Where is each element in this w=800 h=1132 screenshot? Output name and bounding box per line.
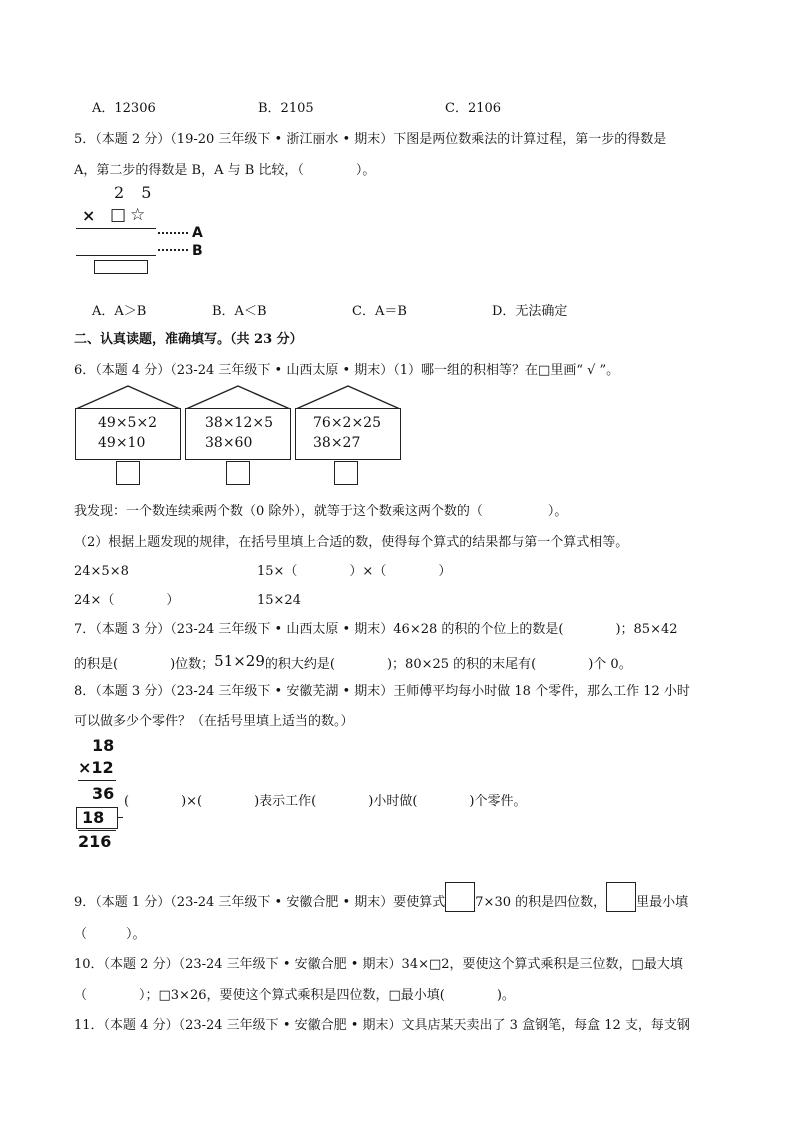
q9-part-a: 9．（本题 1 分）（23-24 三年级下 • 安徽合肥 • 期末）要使算式	[74, 895, 446, 910]
q6-part2: （2）根据上题发现的规律，在括号里填上合适的数，使得每个算式的结果都与第一个算式相等。	[74, 535, 629, 550]
q9-line2: （ ）。	[74, 927, 146, 942]
house-3-expr-2: 38×27	[313, 435, 361, 451]
q9-digit-box-1[interactable]	[445, 882, 475, 912]
house-roof-1	[74, 384, 182, 410]
q6-row2-left: 24×（ ）	[74, 593, 180, 608]
q5-dotted-a	[158, 232, 188, 234]
calc-row-5: 216	[78, 832, 112, 851]
q8-fill-sentence: ( )×( )表示工作( )小时做( )个零件。	[124, 794, 527, 809]
q4-option-b: B．2105	[258, 101, 314, 116]
house-roof-3	[294, 384, 402, 410]
q6-row2-right: 15×24	[257, 593, 301, 608]
q7-line2-a: 的积是( )位数；	[74, 657, 215, 672]
q11-line1: 11．（本题 4 分）（23-24 三年级下 • 安徽合肥 • 期末）文具店某天卖出了 3 盒钢笔，每盒 12 支，每支钢	[74, 1018, 690, 1033]
calc-row-3: 36	[92, 784, 115, 803]
calc-rule-2	[78, 830, 116, 831]
q5-dotted-b	[158, 249, 188, 251]
times-sign: ×	[82, 206, 96, 225]
house-1-expr-1: 49×5×2	[98, 415, 158, 431]
q7-line2	[74, 651, 632, 675]
q5-top-digits: 2 5	[114, 183, 158, 202]
calc-row-4: 18	[82, 808, 105, 827]
house-roof-2	[184, 384, 292, 410]
q10-line1: 10．（本题 2 分）（23-24 三年级下 • 安徽合肥 • 期末）34×□2，要使这个算式乘积是三位数，□最大填	[74, 957, 683, 972]
house-3-expr-1: 76×2×25	[313, 415, 381, 431]
q5-option-d: D．无法确定	[492, 304, 568, 319]
q5-result-box	[94, 260, 148, 274]
q6-row1-left: 24×5×8	[74, 564, 129, 579]
q10-line2: （ ）；□3×26，要使这个算式乘积是四位数，□最小填( )。	[74, 988, 515, 1003]
q8-line1: 8．（本题 3 分）（23-24 三年级下 • 安徽芜湖 • 期末）王师傅平均每小时做 18 个零件，那么工作 12 小时	[74, 684, 690, 699]
q5-multiplication-figure	[74, 183, 214, 278]
q9-line1	[74, 882, 688, 913]
calc-row-2: ×12	[78, 758, 114, 777]
blank-box-symbol: □	[110, 205, 127, 225]
q8-line2: 可以做多少个零件？（在括号里填上适当的数。）	[74, 714, 354, 729]
q5-label-b: B	[192, 243, 203, 259]
q7-line1: 7．（本题 3 分）（23-24 三年级下 • 山西太原 • 期末）46×28 的积的个位上的数是( )；85×42	[74, 622, 678, 637]
q5-option-c: C．A＝B	[352, 304, 407, 319]
q6-discovery: 我发现：一个数连续乘两个数（0 除外），就等于这个数乘这两个数的（ ）。	[74, 504, 568, 519]
q9-part-b: 7×30 的积是四位数，	[475, 895, 607, 910]
answer-checkbox-3[interactable]	[334, 461, 358, 485]
q5-line2: A，第二步的得数是 B，A 与 B 比较，（ ）。	[74, 163, 376, 178]
star-icon: ☆	[130, 205, 146, 225]
house-2-expr-2: 38×60	[205, 435, 253, 451]
section-2-title: 二、认真读题，准确填写。（共 23 分）	[74, 332, 303, 347]
q4-option-a: A．12306	[92, 101, 156, 116]
q9-part-c: 里最小填	[636, 895, 689, 910]
house-2-expr-1: 38×12×5	[205, 415, 273, 431]
calc-pointer-line	[117, 817, 123, 818]
q4-option-c: C．2106	[445, 101, 502, 116]
calc-row-1: 18	[92, 736, 115, 755]
q5-line1: 5．（本题 2 分）（19-20 三年级下 • 浙江丽水 • 期末）下图是两位数乘法的计算过程，第一步的得数是	[74, 132, 667, 147]
q6-line1: 6．（本题 4 分）（23-24 三年级下 • 山西太原 • 期末）（1）哪一组的积相等？在□里画“ √ ”。	[74, 363, 620, 378]
q5-rule-1	[76, 228, 156, 229]
house-1-expr-2: 49×10	[98, 435, 146, 451]
q7-estimate-expr: 51×29	[214, 652, 265, 670]
q5-option-b: B．A＜B	[212, 304, 267, 319]
q6-row1-right: 15×（ ）×（ ）	[257, 564, 452, 579]
q9-digit-box-2[interactable]	[606, 882, 636, 912]
q5-option-a: A．A＞B	[92, 304, 147, 319]
answer-checkbox-1[interactable]	[116, 461, 140, 485]
q7-line2-b: 的积大约是( )；80×25 的积的末尾有( )个 0。	[264, 657, 632, 672]
q5-label-a: A	[192, 225, 203, 241]
calc-rule-1	[78, 780, 116, 781]
answer-checkbox-2[interactable]	[226, 461, 250, 485]
q5-rule-2	[76, 255, 156, 256]
